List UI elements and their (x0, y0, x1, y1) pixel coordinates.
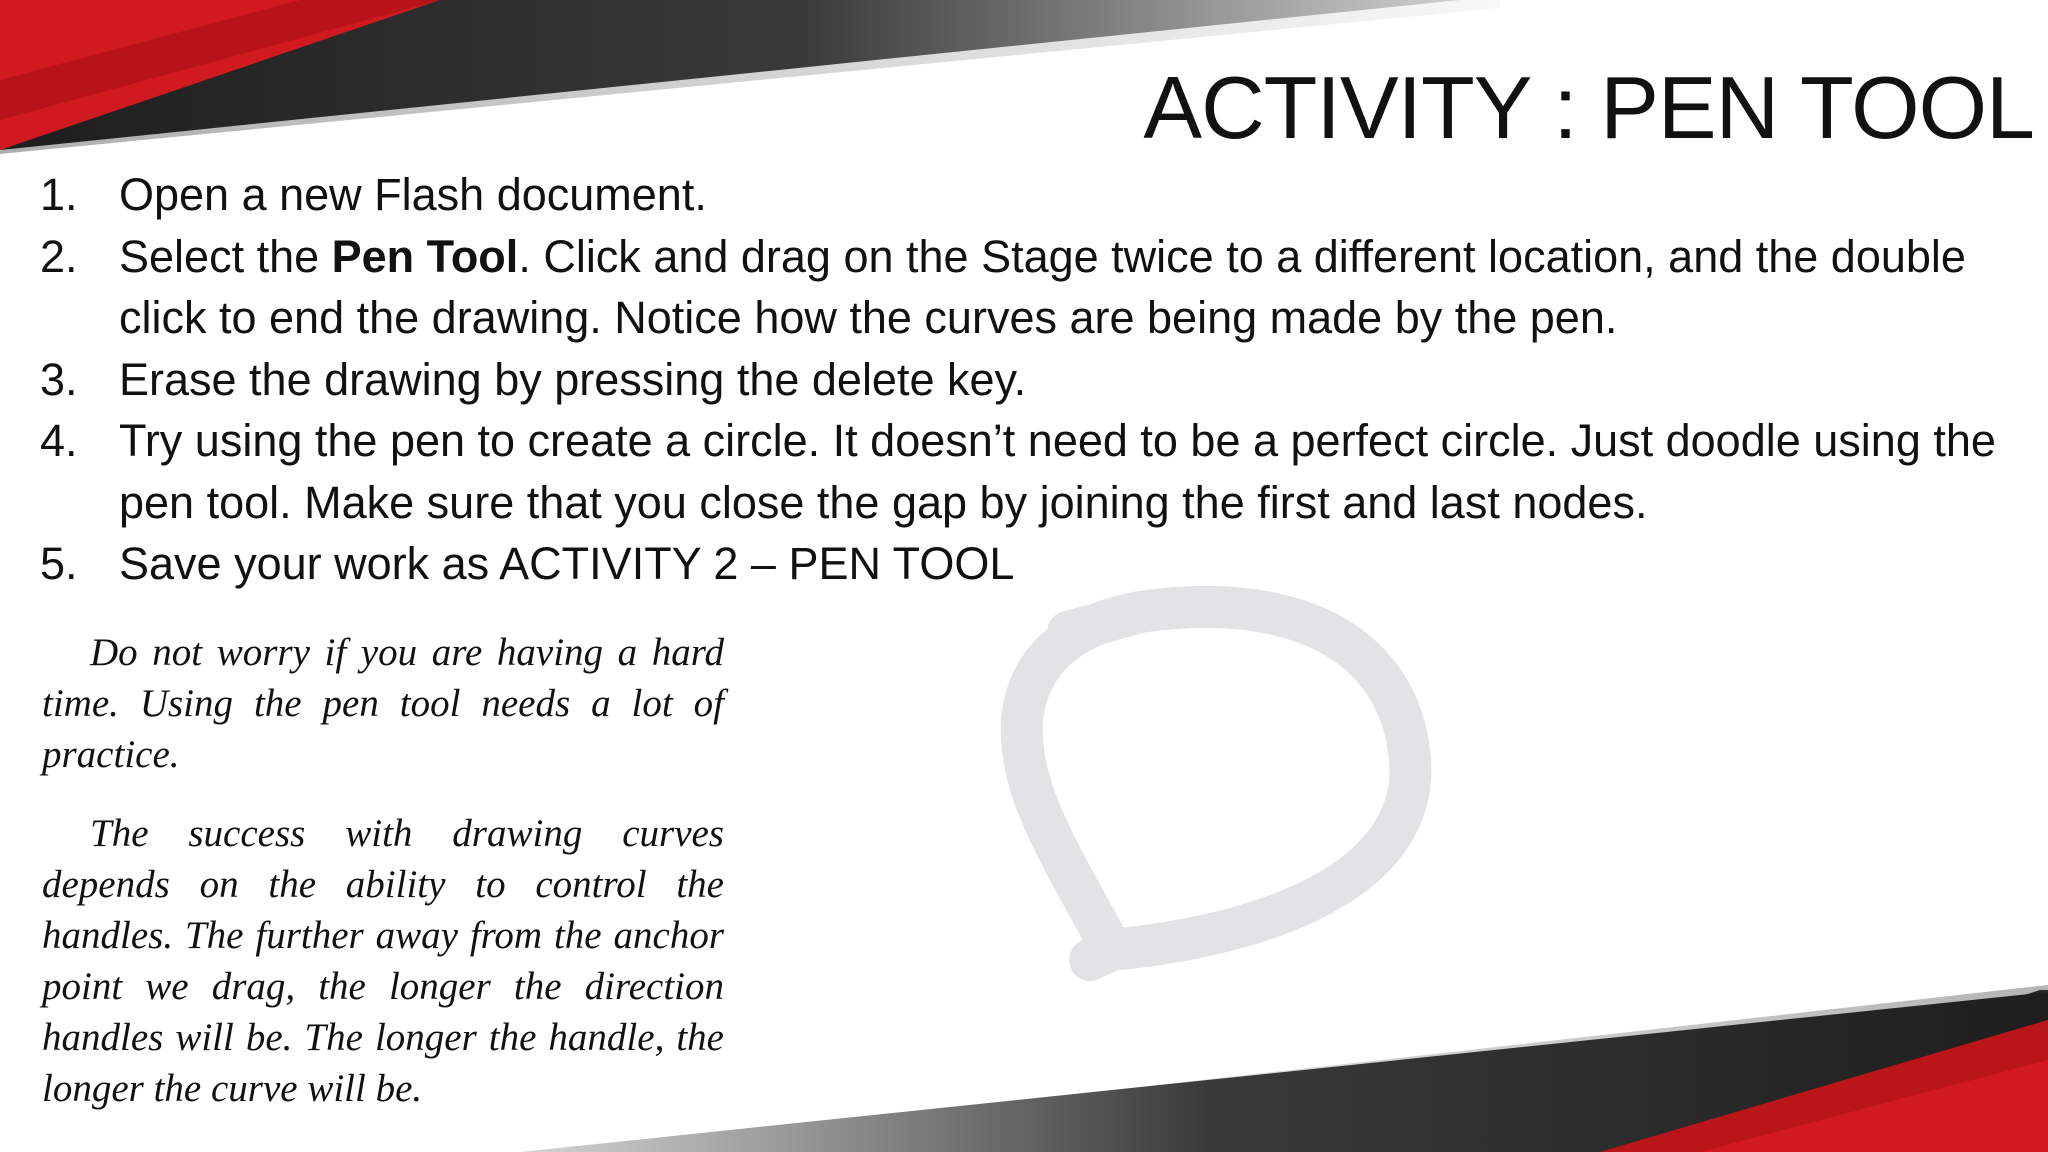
note-paragraph: The success with drawing curves depends on the ability to control the handles. The further away from the anchor point we drag, the longer the direction handles will be. The longer the handle, the longer the curve will be. (42, 812, 724, 1110)
slide-title: ACTIVITY : PEN TOOL (1143, 58, 2034, 157)
step-text: Erase the drawing by pressing the delete key. (119, 353, 1027, 405)
step-item (40, 410, 2020, 533)
practice-notes (42, 627, 724, 1142)
step-number: 1. (40, 169, 78, 220)
step-bold-term: Pen Tool (331, 230, 519, 282)
step-text-before: Select the (119, 230, 332, 282)
step-item (40, 349, 2020, 411)
step-number: 5. (40, 538, 78, 589)
activity-steps-list (40, 164, 2020, 595)
step-item (40, 226, 2020, 349)
step-text: Save your work as ACTIVITY 2 – PEN TOOL (119, 538, 1015, 589)
step-number: 4. (40, 415, 78, 466)
bottom-decoration-band (520, 985, 2048, 1152)
note-paragraph: Do not worry if you are having a hard time. Using the pen tool needs a lot of practice. (42, 631, 724, 776)
step-number: 2. (40, 230, 78, 282)
step-text: Open a new Flash document. (119, 169, 707, 220)
step-item (40, 533, 2020, 595)
step-item (40, 164, 2020, 226)
step-number: 3. (40, 353, 78, 405)
step-text: Try using the pen to create a circle. It doesn’t need to be a perfect circle. Just doodle using the pen tool. Make sure that you close the gap by joining the first and last nodes. (119, 415, 1996, 528)
pen-doodle-circle-icon (1022, 607, 1411, 960)
step-text-after: . Click and drag on the Stage twice to a different location, and the double click to end the drawing. Notice how the curves are being made by the pen. (119, 230, 1966, 343)
